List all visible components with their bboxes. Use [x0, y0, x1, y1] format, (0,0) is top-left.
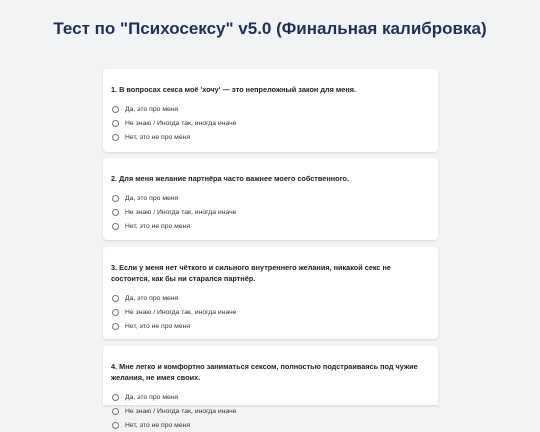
radio-button[interactable]: [112, 195, 119, 202]
radio-button[interactable]: [112, 223, 119, 230]
answer-option-yes[interactable]: [111, 191, 430, 205]
question-text: 3. Если у меня нет чёткого и сильного внутреннего желания, никакой секс не состоится, как бы ни старался партнёр.: [111, 263, 391, 283]
question-card-3: [103, 247, 438, 339]
answer-option-no[interactable]: [111, 319, 430, 333]
answer-option-unsure[interactable]: [111, 305, 430, 319]
option-label: Не знаю / Иногда так, иногда иначе: [125, 119, 237, 127]
radio-button[interactable]: [112, 408, 119, 415]
answer-option-yes[interactable]: [111, 291, 430, 305]
option-label: Да, это про меня: [125, 393, 179, 401]
page-title: Тест по "Психосексу" v5.0 (Финальная калибровка): [53, 19, 487, 38]
question-card-2: [103, 158, 438, 240]
option-label: Да, это про меня: [125, 194, 179, 202]
question-text: 4. Мне легко и комфортно заниматься сексом, полностью подстраиваясь под чужие желания, не имея своих.: [111, 362, 418, 382]
answer-option-unsure[interactable]: [111, 404, 430, 418]
answer-option-unsure[interactable]: [111, 205, 430, 219]
answer-option-yes[interactable]: [111, 390, 430, 404]
radio-button[interactable]: [112, 309, 119, 316]
question-text: 1. В вопросах секса моё 'хочу' — это непреложный закон для меня.: [111, 85, 357, 94]
option-label: Нет, это не про меня: [125, 322, 191, 330]
answer-option-no[interactable]: [111, 418, 430, 432]
answer-option-no[interactable]: [111, 219, 430, 233]
option-label: Не знаю / Иногда так, иногда иначе: [125, 407, 237, 415]
radio-button[interactable]: [112, 323, 119, 330]
radio-button[interactable]: [112, 120, 119, 127]
answer-option-yes[interactable]: [111, 102, 430, 116]
radio-button[interactable]: [112, 106, 119, 113]
radio-button[interactable]: [112, 209, 119, 216]
option-label: Не знаю / Иногда так, иногда иначе: [125, 208, 237, 216]
radio-button[interactable]: [112, 394, 119, 401]
option-label: Нет, это не про меня: [125, 222, 191, 230]
radio-button[interactable]: [112, 422, 119, 429]
question-text: 2. Для меня желание партнёра часто важнее моего собственного.: [111, 174, 350, 183]
option-label: Да, это про меня: [125, 105, 179, 113]
answer-option-unsure[interactable]: [111, 116, 430, 130]
answer-option-no[interactable]: [111, 130, 430, 144]
option-label: Нет, это не про меня: [125, 133, 191, 141]
option-label: Да, это про меня: [125, 294, 179, 302]
option-label: Нет, это не про меня: [125, 421, 191, 429]
radio-button[interactable]: [112, 295, 119, 302]
question-card-1: [103, 69, 438, 152]
radio-button[interactable]: [112, 134, 119, 141]
option-label: Не знаю / Иногда так, иногда иначе: [125, 308, 237, 316]
question-card-4: [103, 346, 438, 429]
